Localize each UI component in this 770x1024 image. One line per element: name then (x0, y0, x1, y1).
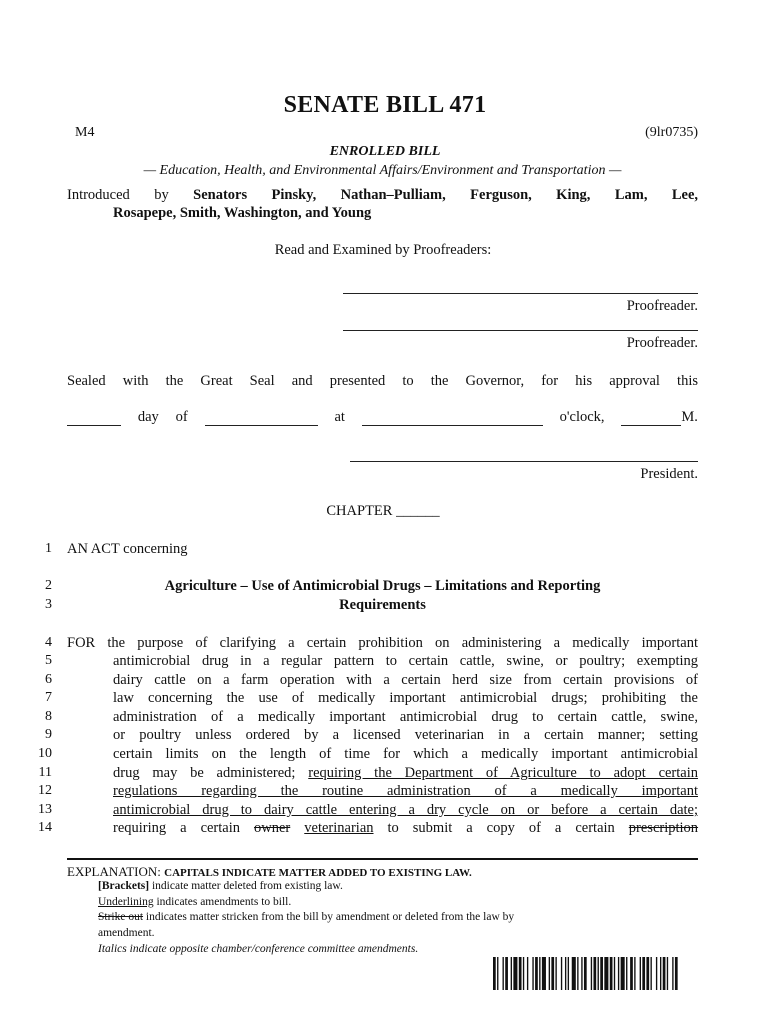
legend-brackets-text: indicate matter deleted from existing law. (151, 880, 343, 892)
barcode-bar (650, 957, 651, 990)
barcode-bar (505, 957, 508, 990)
barcode-bar (604, 957, 608, 990)
drafting-number: (9lr0735) (645, 125, 698, 140)
barcode-bar (618, 957, 619, 990)
sponsor-names-1: Senators Pinsky, Nathan–Pulliam, Ferguson, King, Lam, Lee, (193, 187, 699, 203)
line-number: 9 (45, 727, 52, 742)
purpose-line: antimicrobial drug in a regular pattern to certain cattle, swine, or poultry; exempting (113, 653, 698, 669)
enrolled-label: ENROLLED BILL (329, 144, 441, 159)
line-number: 3 (45, 597, 52, 612)
line-number: 8 (45, 709, 52, 724)
purpose-line: dairy cattle on a farm operation with a certain herd size from certain provisions of (113, 672, 698, 688)
meridiem-blank (621, 411, 681, 426)
line-number: 7 (45, 690, 52, 705)
barcode-bar (532, 957, 533, 990)
barcode-bar (663, 957, 666, 990)
barcode-bar (551, 957, 554, 990)
barcode-bar (675, 957, 678, 990)
legend-italics: Italics indicate opposite chamber/conference committee amendments. (98, 943, 419, 955)
line-number: 6 (45, 672, 52, 687)
purpose-text: to submit a copy of a certain (387, 820, 615, 836)
barcode-bar (656, 957, 657, 990)
legend-strike (98, 911, 514, 923)
purpose-line: law concerning the use of medically important antimicrobial drugs; prohibiting the (113, 690, 698, 706)
barcode-bar (593, 957, 596, 990)
barcode-bar (561, 957, 562, 990)
legend-underlining (98, 896, 291, 908)
act-title-line-1: Agriculture – Use of Antimicrobial Drugs – Limitations and Reporting (164, 578, 601, 594)
barcode-bar (614, 957, 615, 990)
bill-title: SENATE BILL 471 (283, 92, 487, 118)
barcode-bar (646, 957, 649, 990)
document-barcode (493, 957, 679, 990)
barcode-bar (640, 957, 641, 990)
legend-underlining-text: indicates amendments to bill. (156, 896, 292, 908)
barcode-bar (672, 957, 673, 990)
sponsor-names-2: Rosapepe, Smith, Washington, and Young (113, 205, 372, 221)
barcode-bar (584, 957, 587, 990)
stricken-word: prescription (628, 820, 699, 836)
sealed-statement: Sealed with the Great Seal and presented to the Governor, for his approval this (67, 373, 698, 389)
barcode-bar (634, 957, 635, 990)
barcode-bar (555, 957, 556, 990)
chapter-label: CHAPTER ______ (326, 503, 440, 519)
legend-strike-continued: amendment. (98, 927, 155, 939)
date-time-row (67, 409, 698, 426)
barcode-bar (513, 957, 517, 990)
purpose-line (113, 765, 698, 782)
line-number: 11 (38, 765, 52, 780)
barcode-bar (610, 957, 613, 990)
barcode-bar (591, 957, 592, 990)
barcode-bar (626, 957, 627, 990)
amendment-underline: requiring the Department of Agriculture to adopt certain (308, 765, 699, 781)
committee-code: M4 (75, 125, 95, 140)
barcode-bar (568, 957, 569, 990)
barcode-bar (549, 957, 550, 990)
amendment-underline: veterinarian (304, 820, 374, 836)
line-number: 5 (45, 653, 52, 668)
proofreader-signature-line-1 (343, 293, 698, 294)
barcode-bar (539, 957, 540, 990)
explanation-divider (67, 858, 698, 860)
legend-strike-text: indicates matter stricken from the bill by amendment or deleted from the law by (145, 911, 515, 923)
line-number: 14 (38, 820, 52, 835)
barcode-bar (577, 957, 578, 990)
purpose-line: certain limits on the length of time for which a medically important antimicrobial (113, 746, 698, 762)
barcode-bar (621, 957, 625, 990)
president-label: President. (640, 466, 698, 482)
barcode-bar (511, 957, 512, 990)
amendment-underline-line: regulations regarding the routine administration of a medically important (113, 783, 698, 799)
meridiem-label: M. (681, 409, 698, 425)
barcode-bar (630, 957, 633, 990)
barcode-bar (581, 957, 582, 990)
purpose-line: FOR the purpose of clarifying a certain prohibition on administering a medically important (67, 635, 698, 651)
explanation-heading (67, 864, 472, 880)
legend-brackets (98, 880, 343, 892)
month-blank (205, 411, 318, 426)
line-number: 10 (38, 746, 52, 761)
proofreader-label-1: Proofreader. (626, 298, 698, 314)
barcode-bar (527, 957, 528, 990)
purpose-text: drug may be administered; (113, 765, 296, 781)
barcode-bar (523, 957, 524, 990)
barcode-bar (535, 957, 538, 990)
barcode-bar (519, 957, 522, 990)
stricken-word: owner (254, 820, 291, 836)
barcode-bar (565, 957, 566, 990)
sponsors-line-1 (67, 185, 698, 205)
line-number: 13 (38, 802, 52, 817)
explanation-label: EXPLANATION: (67, 864, 161, 879)
barcode-bar (642, 957, 645, 990)
purpose-line: administration of a medically important antimicrobial drug to certain cattle, swine, (113, 709, 698, 725)
at-label: at (334, 409, 345, 425)
introduced-prefix: Introduced by (67, 187, 169, 203)
oclock-label: o'clock, (559, 409, 605, 425)
committee-line: — Education, Health, and Environmental Affairs/Environment and Transportation — (143, 163, 622, 178)
line-number: 12 (38, 783, 52, 798)
time-blank (362, 411, 543, 426)
legend-underlining-word: Underlining (98, 896, 154, 908)
proofreader-signature-line-2 (343, 330, 698, 331)
meridiem-field (621, 409, 698, 426)
purpose-line (113, 820, 698, 837)
barcode-bar (542, 957, 546, 990)
legend-brackets-word: [Brackets] (98, 880, 150, 892)
barcode-bar (572, 957, 576, 990)
barcode-bar (503, 957, 504, 990)
barcode-bar (660, 957, 661, 990)
of-label: of (175, 409, 188, 425)
barcode-bar (497, 957, 498, 990)
act-concerning: AN ACT concerning (67, 541, 188, 557)
amendment-underline-line: antimicrobial drug to dairy cattle entering a dry cycle on or before a certain date; (113, 802, 698, 818)
line-number: 4 (45, 635, 52, 650)
barcode-bar (667, 957, 668, 990)
explanation-caps: CAPITALS INDICATE MATTER ADDED TO EXISTING LAW. (164, 867, 472, 879)
barcode-bar (598, 957, 599, 990)
president-signature-line (350, 461, 698, 462)
day-label: day (137, 409, 159, 425)
line-number: 2 (45, 578, 52, 593)
purpose-text: requiring a certain (113, 820, 241, 836)
barcode-bar (493, 957, 496, 990)
day-blank (67, 411, 121, 426)
read-examined-label: Read and Examined by Proofreaders: (274, 242, 492, 258)
act-title-line-2: Requirements (339, 597, 426, 613)
legend-strike-word: Strike out (98, 911, 144, 923)
barcode-bar (600, 957, 603, 990)
proofreader-label-2: Proofreader. (626, 335, 698, 351)
purpose-line: or poultry unless ordered by a licensed veterinarian in a certain manner; setting (113, 727, 698, 743)
line-number: 1 (45, 541, 52, 556)
